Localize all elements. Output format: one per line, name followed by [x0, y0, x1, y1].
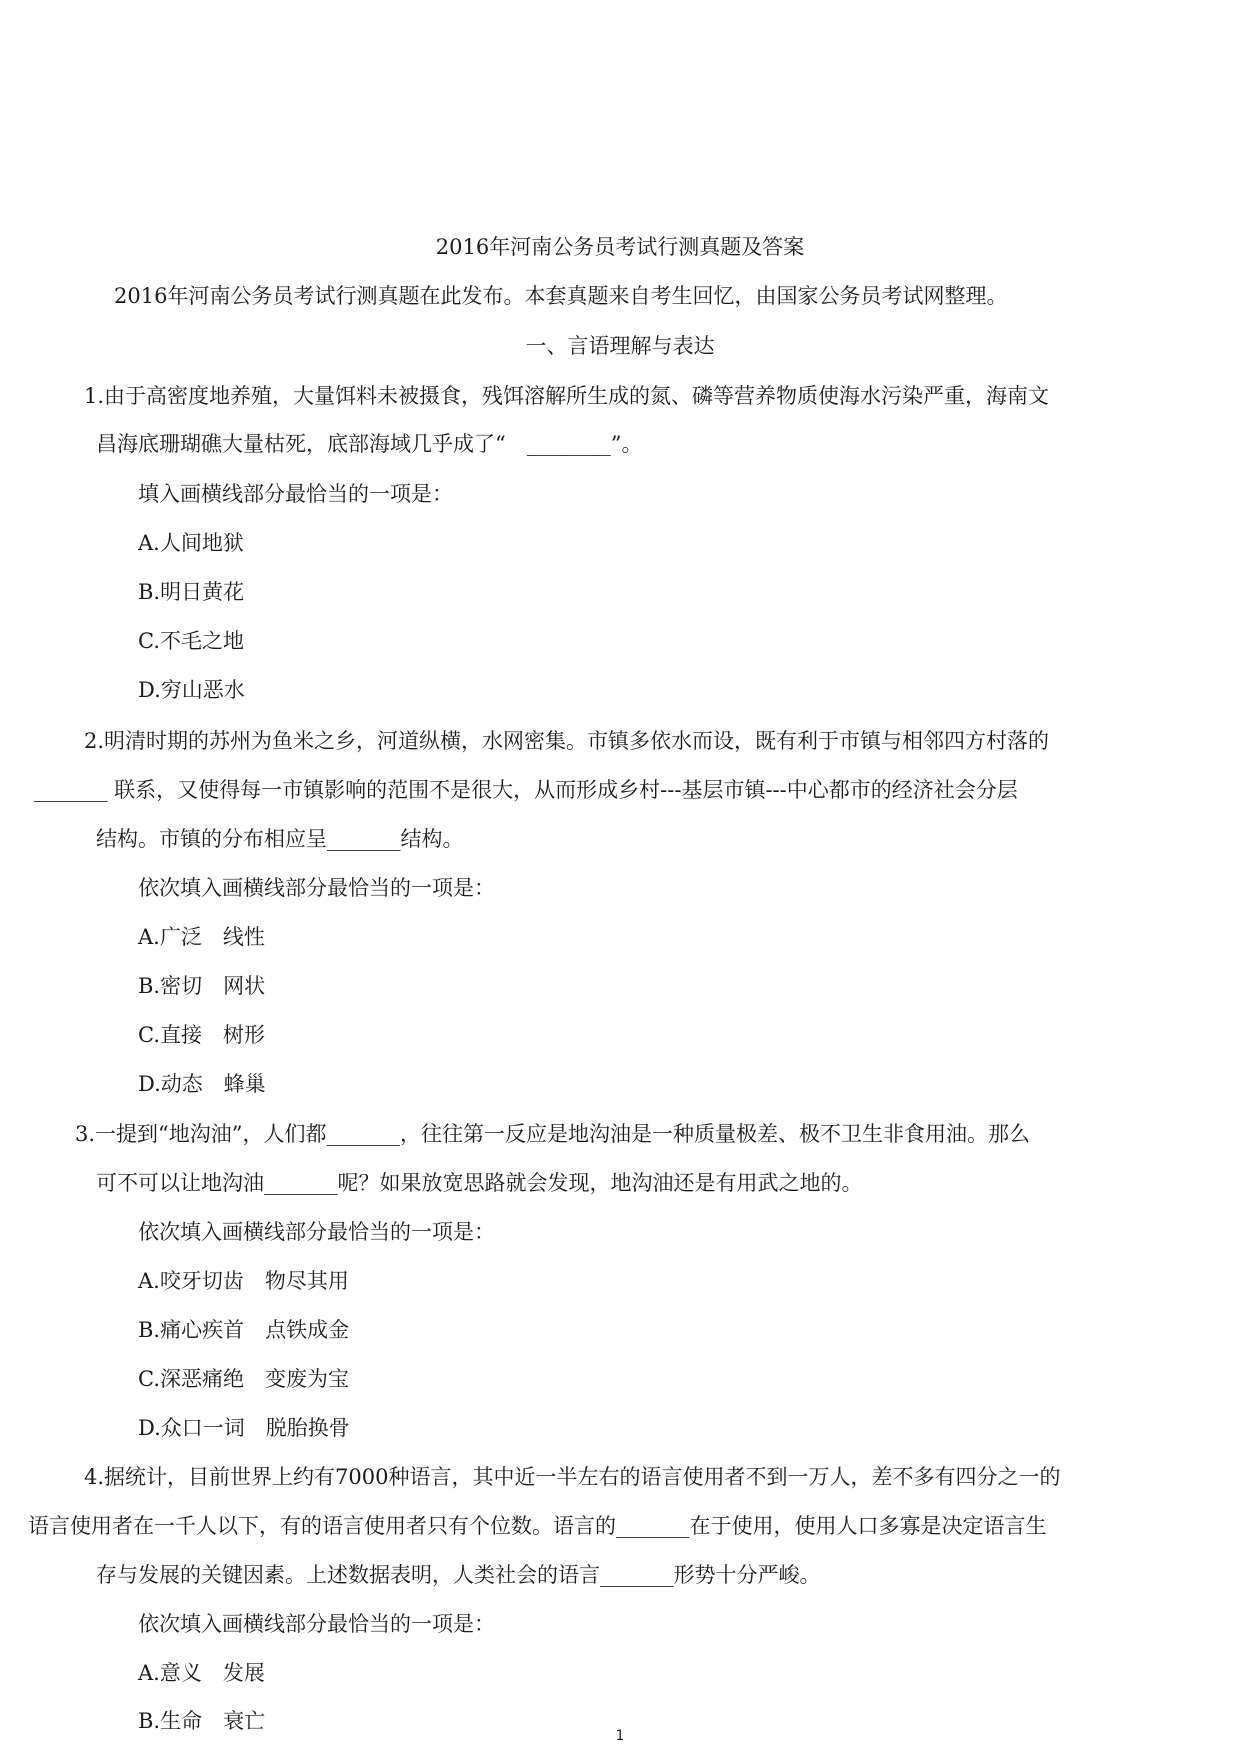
question-3-option-d: D.众口一词 脱胎换骨: [138, 1416, 350, 1440]
question-2-prompt: 依次填入画横线部分最恰当的一项是：: [138, 876, 495, 900]
question-3-stem-line-2: 可不可以让地沟油_______呢？如果放宽思路就会发现，地沟油还是有用武之地的。: [96, 1171, 863, 1195]
question-2-stem-line-3: 结构。市镇的分布相应呈_______结构。: [96, 827, 464, 851]
section-heading: 一、言语理解与表达: [525, 334, 715, 358]
question-1-stem-line-2: 昌海底珊瑚礁大量枯死，底部海域几乎成了“ ________”。: [96, 432, 643, 456]
question-2-option-a: A.广泛 线性: [138, 925, 265, 949]
question-2-option-d: D.动态 蜂巢: [138, 1072, 266, 1096]
question-3-option-c: C.深恶痛绝 变废为宝: [138, 1367, 349, 1391]
question-3-stem-line-1: 3.一提到“地沟油”，人们都_______，往往第一反应是地沟油是一种质量极差、极不卫生非食用油。那么: [75, 1122, 1031, 1146]
question-3-prompt: 依次填入画横线部分最恰当的一项是：: [138, 1220, 495, 1244]
question-3-option-a: A.咬牙切齿 物尽其用: [138, 1269, 349, 1293]
question-1-option-d: D.穷山恶水: [138, 678, 245, 702]
document-intro: 2016年河南公务员考试行测真题在此发布。本套真题来自考生回忆，由国家公务员考试网整理。: [114, 284, 1008, 308]
question-4-option-a: A.意义 发展: [138, 1661, 265, 1685]
page-number: 1: [615, 1728, 625, 1744]
question-1-stem-line-1: 1.由于高密度地养殖，大量饵料未被摄食，残饵溶解所生成的氮、磷等营养物质使海水污染严重，海南文: [84, 384, 1050, 408]
question-4-stem-line-3: 存与发展的关键因素。上述数据表明，人类社会的语言_______形势十分严峻。: [96, 1563, 821, 1587]
question-4-prompt: 依次填入画横线部分最恰当的一项是：: [138, 1612, 495, 1636]
question-2-stem-line-1: 2.明清时期的苏州为鱼米之乡，河道纵横，水网密集。市镇多依水而设，既有利于市镇与相邻四方村落的: [84, 729, 1050, 753]
question-4-stem-line-1: 4.据统计，目前世界上约有7000种语言，其中近一半左右的语言使用者不到一万人，差不多有四分之一的: [84, 1465, 1061, 1489]
question-1-option-c: C.不毛之地: [138, 629, 244, 653]
document-title: 2016年河南公务员考试行测真题及答案: [435, 235, 805, 259]
question-2-option-c: C.直接 树形: [138, 1023, 265, 1047]
question-1-option-a: A.人间地狱: [138, 531, 244, 555]
question-2-option-b: B.密切 网状: [138, 974, 266, 998]
question-3-option-b: B.痛心疾首 点铁成金: [138, 1318, 350, 1342]
question-2-stem-line-2: _______ 联系，又使得每一市镇影响的范围不是很大，从而形成乡村---基层市镇---中心都市的经济社会分层: [34, 778, 1018, 802]
question-4-option-b: B.生命 衰亡: [138, 1709, 266, 1733]
question-4-stem-line-2: 语言使用者在一千人以下，有的语言使用者只有个位数。语言的_______在于使用，使用人口多寡是决定语言生: [28, 1514, 1047, 1538]
question-1-option-b: B.明日黄花: [138, 580, 245, 604]
question-1-prompt: 填入画横线部分最恰当的一项是：: [138, 482, 453, 506]
